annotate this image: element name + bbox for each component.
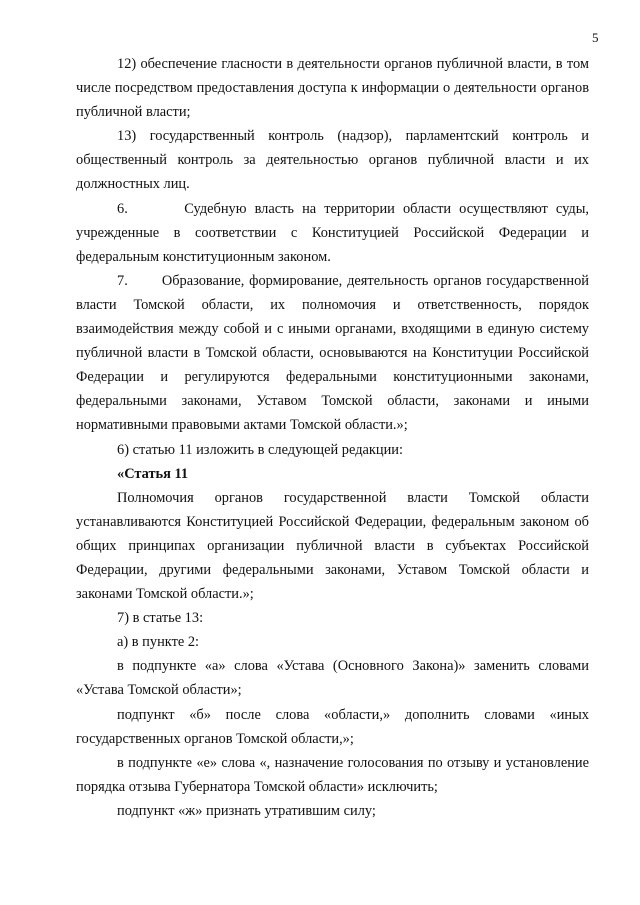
subclause-zh-text: подпункт «ж» признать утратившим силу;: [117, 802, 376, 819]
subclause-b-text: подпункт «б» после слова «области,» дополнить словами «иных государственных органов Томской области,»;: [76, 706, 589, 747]
paragraph-point-6: 6. Судебную власть на территории области осуществляют суды, учрежденные в соответствии с Конституцией Российской Федерации и федеральным конституционным законом.: [76, 200, 589, 265]
subclause-e-text: в подпункте «е» слова «, назначение голосования по отзыву и установление порядка отзыва Губернатора Томской области» исключить;: [76, 754, 589, 795]
subclause-a-text: в подпункте «а» слова «Устава (Основного Закона)» заменить словами «Устава Томской области»;: [76, 658, 589, 699]
paragraph-item-13: 13) государственный контроль (надзор), парламентский контроль и общественный контроль за деятельностью органов публичной власти и их должностных лиц.: [76, 128, 589, 193]
page-number: 5: [592, 30, 599, 45]
paragraph-amendment-6: 6) статью 11 изложить в следующей редакции:: [117, 441, 403, 458]
paragraph-point-7: 7. Образование, формирование, деятельность органов государственной власти Томской области, их полномочия и ответственность, порядок взаимодействия между собой и с иными органами, входящими в единую систему публичной власти в Томской области, основываются на Конституции Российской Федерации и регулируются федеральными конституционными законами, федеральными законами, Уставом Томской области, законами и иными нормативными правовыми актами Томской области.»;: [76, 272, 589, 434]
paragraph-item-12: 12) обеспечение гласности в деятельности органов публичной власти, в том числе посредством предоставления доступа к информации о деятельности органов публичной власти;: [76, 56, 589, 121]
article-11-heading: «Статья 11: [117, 465, 189, 482]
subparagraph-a: а) в пункте 2:: [117, 634, 200, 651]
article-11-text: Полномочия органов государственной власти Томской области устанавливаются Конституцией Российской Федерации, федеральным законом об общих принципах организации публичной власти в субъектах Российской Федерации, другими федеральными законами, Уставом Томской области и законами Томской области.»;: [76, 489, 589, 603]
paragraph-amendment-7: 7) в статье 13:: [117, 610, 204, 627]
document-body: [76, 52, 589, 823]
